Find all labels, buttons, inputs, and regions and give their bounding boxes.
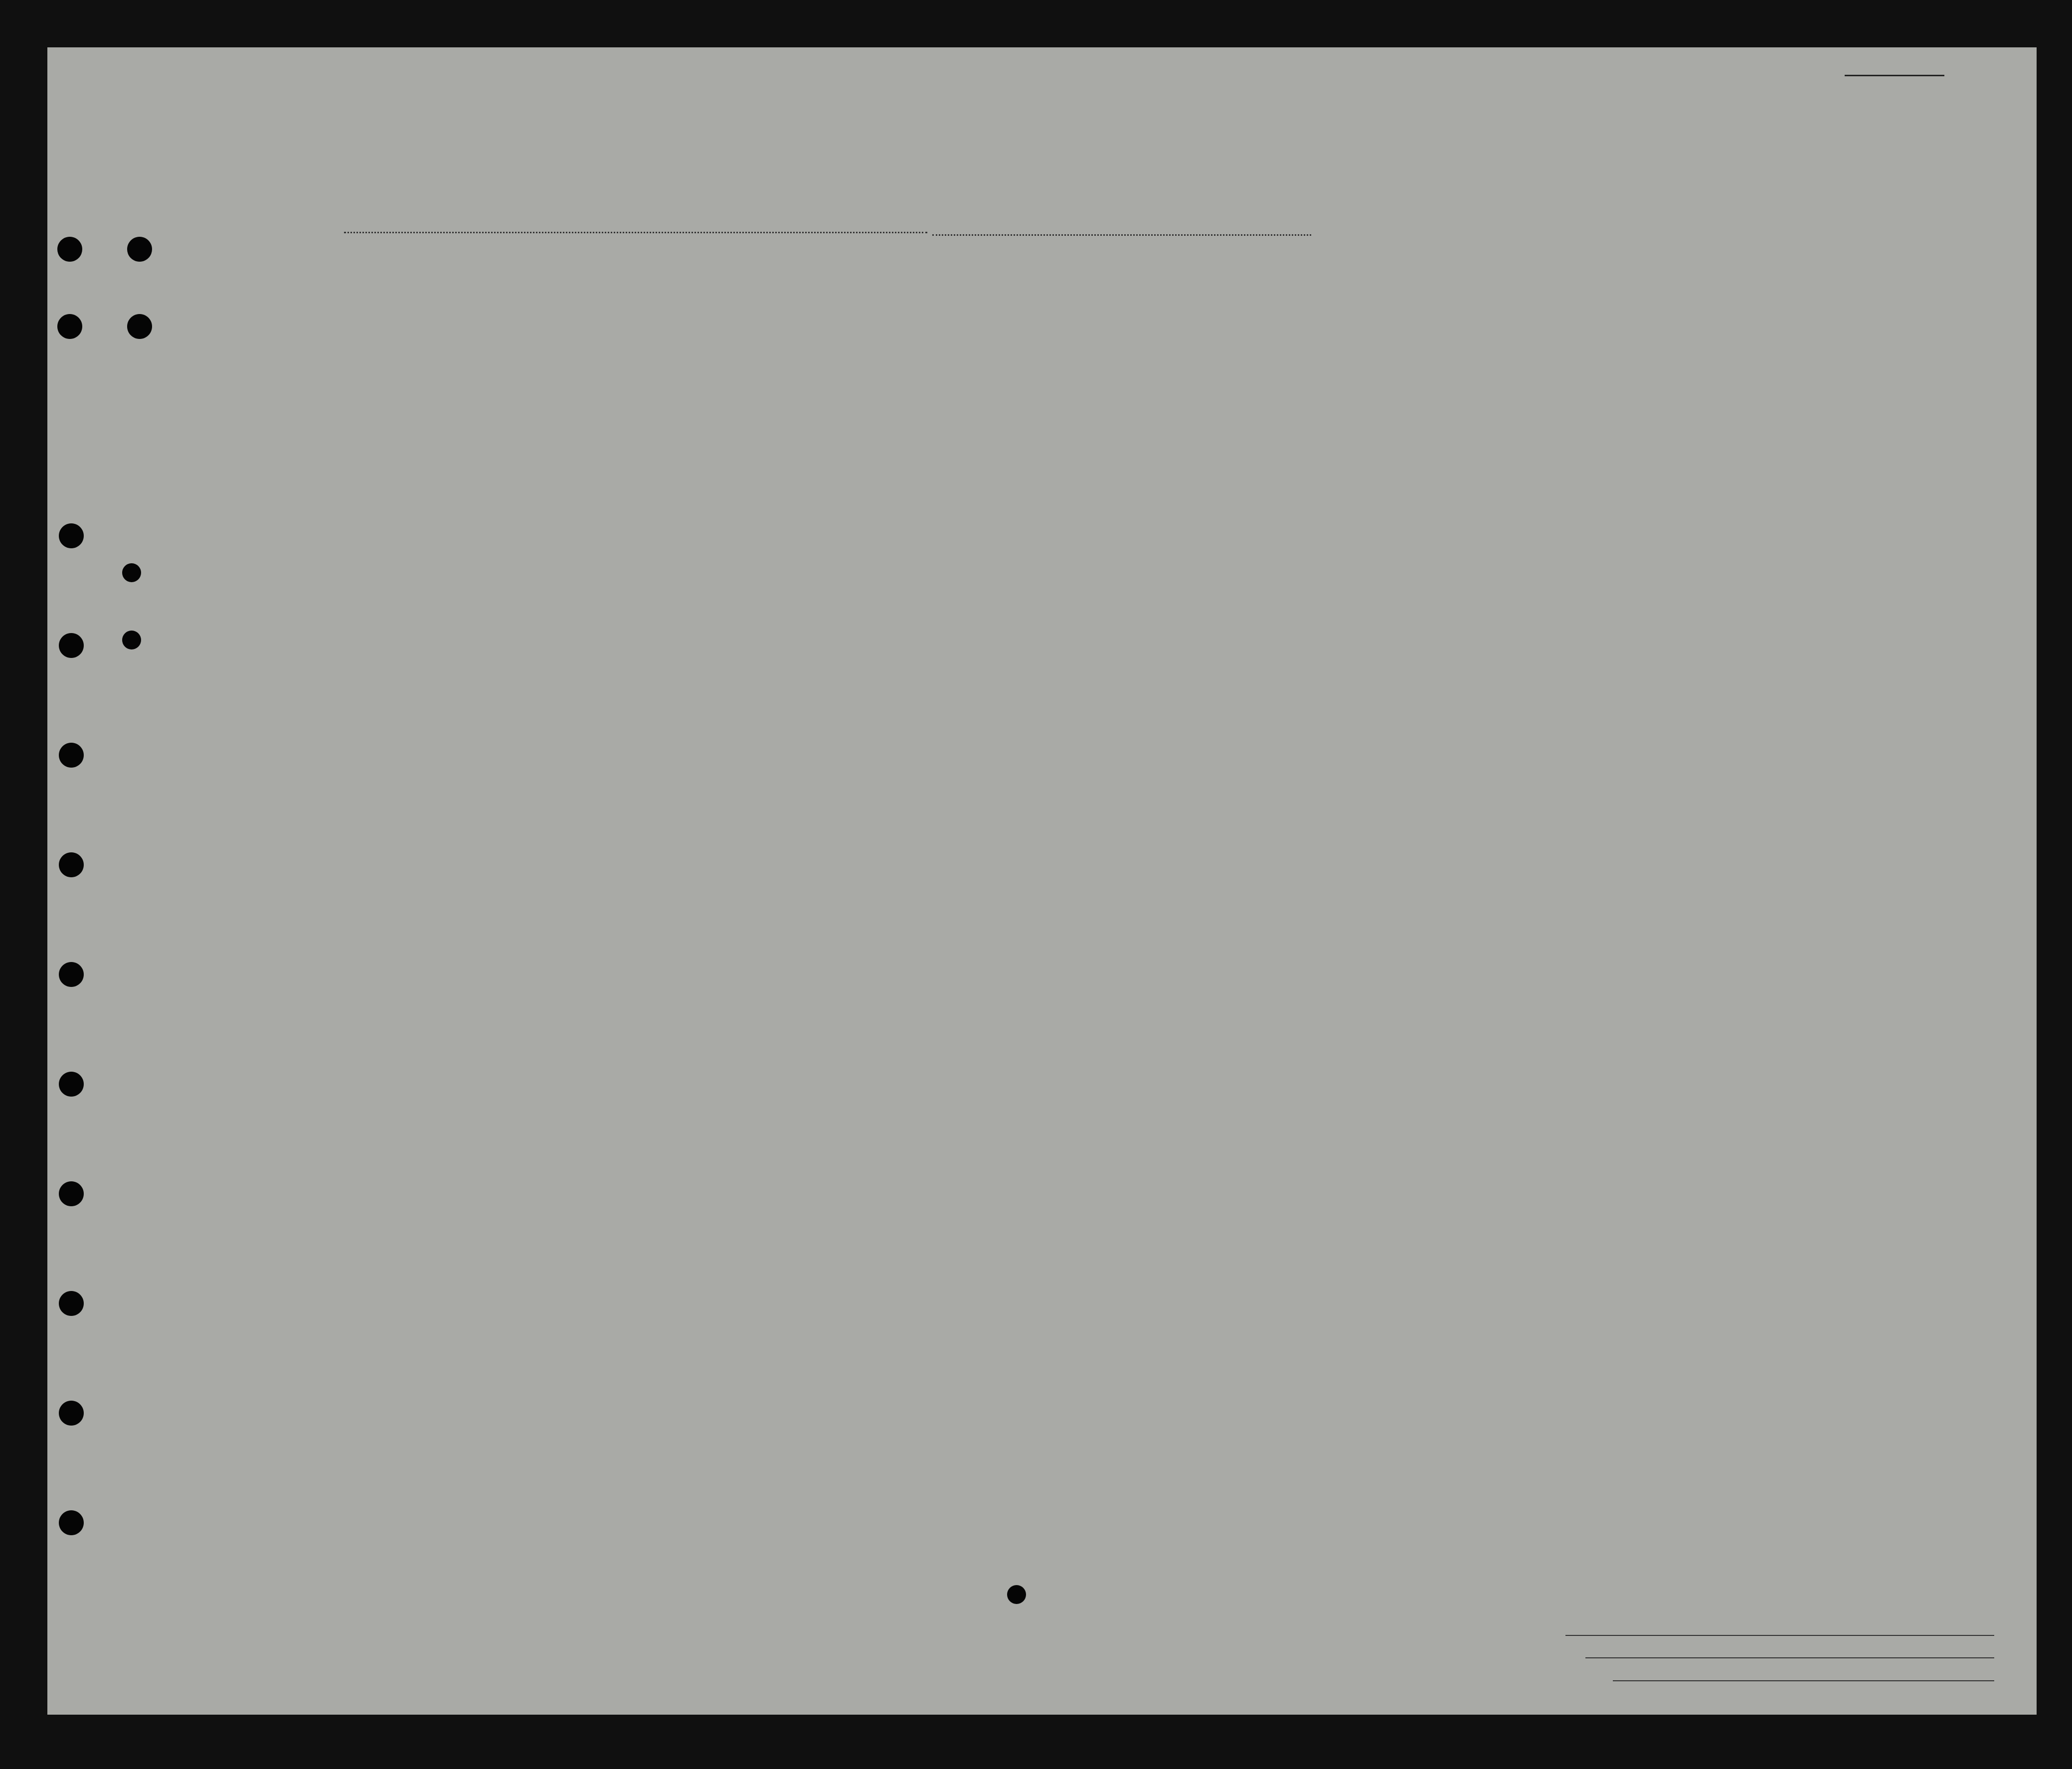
line-field	[1565, 1635, 1994, 1636]
owners-field	[1585, 1657, 1994, 1658]
agents-field	[1613, 1680, 1994, 1681]
